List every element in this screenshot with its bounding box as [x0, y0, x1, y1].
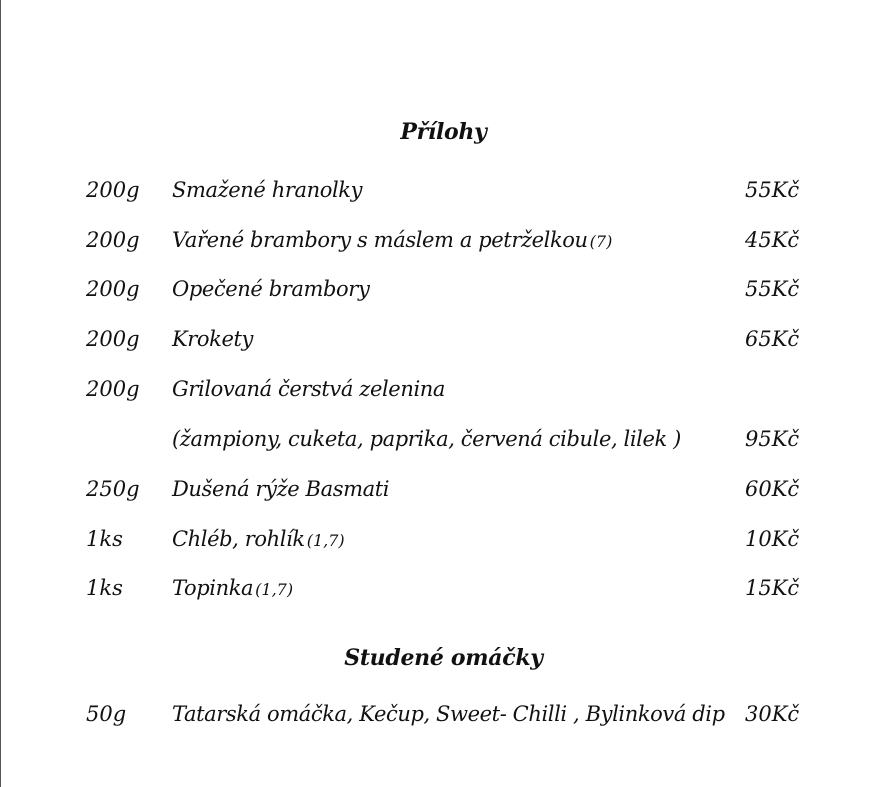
- item-name: [172, 699, 727, 731]
- item-price: 55Kč: [745, 277, 800, 301]
- item-name-text: Grilovaná čerstvá zelenina: [172, 377, 446, 401]
- menu-item-row: [0, 424, 887, 454]
- item-allergens: (1,7): [306, 531, 345, 550]
- item-name-text: Chléb, rohlík: [172, 527, 305, 551]
- item-price: 65Kč: [745, 327, 800, 351]
- item-name-text: Vařené brambory s máslem a petrželkou: [172, 228, 588, 252]
- item-name: [172, 274, 371, 306]
- item-price: 15Kč: [745, 576, 800, 600]
- item-quantity: 200g: [86, 377, 140, 401]
- menu-item-row: [0, 175, 887, 205]
- item-name: [172, 524, 345, 556]
- item-quantity: 50g: [86, 702, 127, 726]
- item-name-text: Dušená rýže Basmati: [172, 477, 390, 501]
- menu-item-row: [0, 474, 887, 504]
- item-quantity: 1ks: [86, 527, 123, 551]
- item-price: 45Kč: [745, 228, 800, 252]
- item-price: 30Kč: [745, 702, 800, 726]
- item-name: [172, 374, 447, 406]
- item-quantity: 250g: [86, 477, 140, 501]
- item-name-text: Krokety: [172, 327, 254, 351]
- section-title: Přílohy: [400, 119, 487, 145]
- menu-item-row: [0, 225, 887, 255]
- item-name: [172, 175, 364, 207]
- item-quantity: 1ks: [86, 576, 123, 600]
- item-quantity: 200g: [86, 277, 140, 301]
- menu-item-row: [0, 324, 887, 354]
- menu-item-row: [0, 274, 887, 304]
- item-name: [172, 324, 255, 356]
- menu-item-row: [0, 699, 887, 729]
- item-name: [172, 225, 612, 257]
- item-price: 55Kč: [745, 178, 800, 202]
- item-allergens: (1,7): [255, 580, 294, 599]
- item-price: 60Kč: [745, 477, 800, 501]
- item-name-text: Smažené hranolky: [172, 178, 363, 202]
- item-name-text: Tatarská omáčka, Kečup, Sweet- Chilli , Bylinková dip: [172, 702, 725, 726]
- menu-item-row: [0, 374, 887, 404]
- item-name: [172, 573, 293, 605]
- item-name: [172, 424, 683, 456]
- item-name: [172, 474, 391, 506]
- menu-item-row: [0, 573, 887, 603]
- item-price: 95Kč: [745, 427, 800, 451]
- item-price: 10Kč: [745, 527, 800, 551]
- item-name-text: Opečené brambory: [172, 277, 370, 301]
- item-name-text: Topinka: [172, 576, 254, 600]
- section-title: Studené omáčky: [344, 645, 543, 671]
- item-quantity: 200g: [86, 228, 140, 252]
- item-name-text: (žampiony, cuketa, paprika, červená cibule, lilek ): [172, 427, 681, 451]
- item-allergens: (7): [589, 232, 613, 251]
- menu-item-row: [0, 524, 887, 554]
- item-quantity: 200g: [86, 327, 140, 351]
- item-quantity: 200g: [86, 178, 140, 202]
